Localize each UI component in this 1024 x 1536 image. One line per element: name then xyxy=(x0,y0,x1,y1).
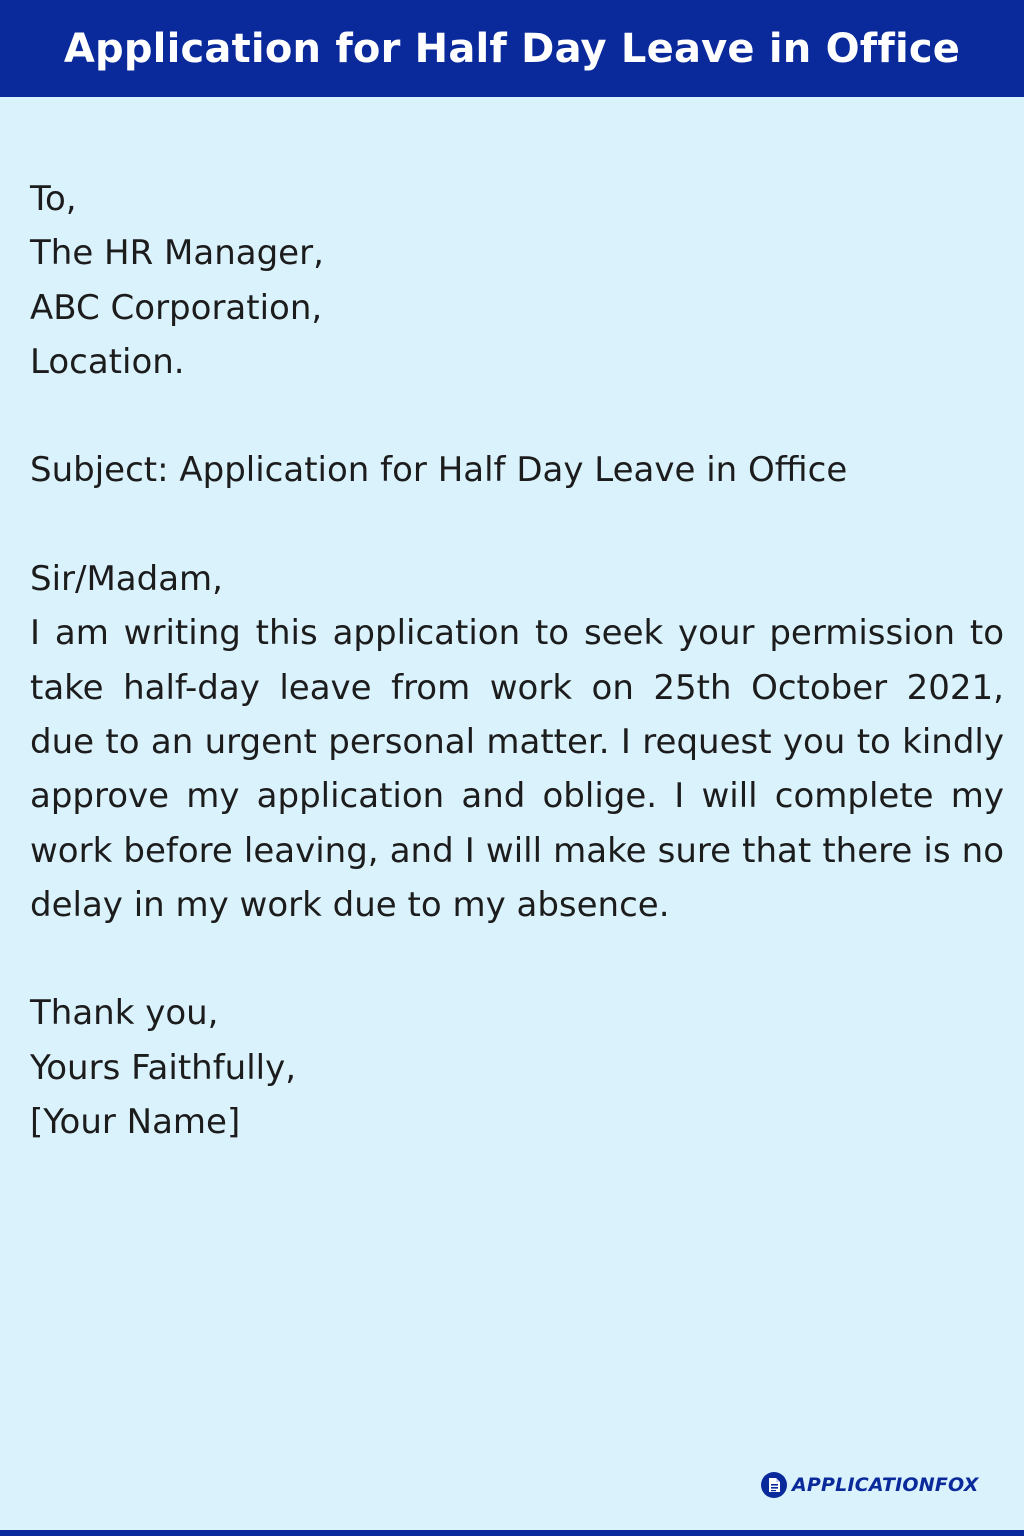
closing-sign-off: Yours Faithfully, xyxy=(30,1047,297,1088)
page-title: Application for Half Day Leave in Office xyxy=(63,25,961,72)
letter-body: I am writing this application to seek your permission to take half-day leave from work on 25th October 2021, due to an urgent personal matter. I request you to kindly approve my application and oblige. I will complete my work before leaving, and I will make sure that there is no delay in my work due to my absence. xyxy=(30,613,1004,925)
closing-thanks: Thank you, xyxy=(30,993,219,1034)
document-logo-icon xyxy=(760,1471,788,1499)
brand-logo-text: APPLICATIONFOX xyxy=(792,1474,979,1496)
letter-salutation: Sir/Madam, xyxy=(30,559,223,600)
address-line-to: To, xyxy=(30,179,77,219)
bottom-border xyxy=(0,1530,1024,1536)
address-line-recipient: The HR Manager, xyxy=(30,233,324,274)
header-banner xyxy=(0,0,1024,97)
brand-logo xyxy=(760,1470,979,1500)
spacer xyxy=(30,389,1004,443)
spacer xyxy=(30,932,1004,986)
address-line-location: Location. xyxy=(30,341,185,382)
closing-name: [Your Name] xyxy=(30,1102,241,1143)
letter-subject: Subject: Application for Half Day Leave in Office xyxy=(30,450,848,491)
address-line-company: ABC Corporation, xyxy=(30,287,323,328)
letter-content xyxy=(30,172,1004,1149)
spacer xyxy=(30,498,1004,552)
